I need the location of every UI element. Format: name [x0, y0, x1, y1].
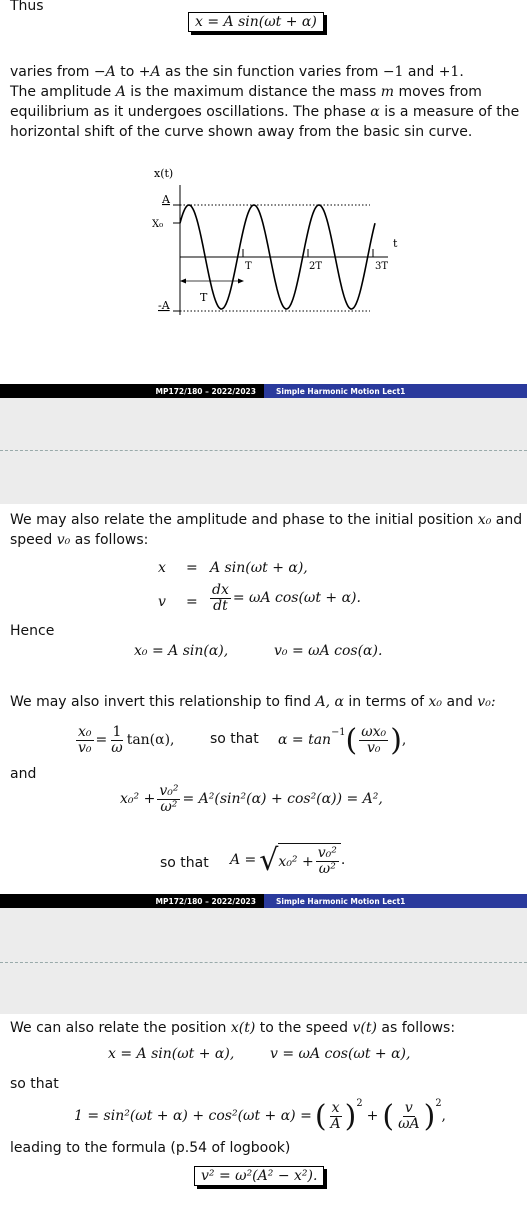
ratio-equation: [74, 720, 175, 760]
math: x(t): [230, 1020, 256, 1036]
para-line-3: [10, 102, 520, 122]
frac-den: ωA: [398, 1115, 420, 1132]
label-negA: -A: [158, 299, 170, 312]
frac-num: v₀²: [159, 782, 179, 799]
paren-close: ): [390, 722, 402, 758]
text: in terms of: [348, 694, 425, 710]
page-break-2: [0, 962, 527, 963]
text: varies from: [10, 64, 90, 80]
final-boxed-equation: v² = ω²(A² − x²).: [194, 1166, 324, 1186]
boxed-equation: x = A sin(ωt + α): [188, 12, 324, 32]
math: x₀: [428, 694, 443, 710]
slide-gap-2: [0, 908, 527, 1014]
leading-text: leading to the formula (p.54 of logbook): [10, 1140, 291, 1156]
frac-den: v₀: [366, 739, 381, 756]
A-eq: A =: [230, 852, 257, 868]
frac-num: ωx₀: [361, 723, 387, 740]
text: moves from: [398, 84, 482, 100]
text: and: [446, 694, 473, 710]
thus-label: Thus: [10, 0, 44, 14]
text: We can also relate the position: [10, 1020, 227, 1036]
paren-close: ): [344, 1098, 357, 1134]
math: v₀:: [477, 694, 496, 710]
math: v₀: [56, 532, 71, 548]
period: .: [340, 852, 346, 868]
label-3T: 3T: [375, 261, 389, 272]
ylabel: x(t): [154, 167, 174, 180]
so-that-1: so that: [210, 731, 259, 747]
identity-equation: 1 = sin²(ωt + α) + cos²(ωt + α) = ( $\frac{x}{A}$ ) $^2$ + ( $\frac{v}{\omega A}$ ) $^2$ ,: [74, 1098, 446, 1134]
text: as follows:: [381, 1020, 456, 1036]
text: and: [495, 512, 523, 528]
sq-lhs: x₀² +: [120, 791, 156, 807]
period-arrow-left-head: [180, 279, 186, 284]
identity-lhs: 1 = sin²(ωt + α) + cos²(ωt + α) =: [74, 1108, 312, 1124]
text: speed: [10, 532, 53, 548]
slide-footer-2: [0, 894, 527, 908]
frac-num: v₀²: [317, 845, 337, 862]
oscillation-figure: [140, 165, 400, 325]
slide-gap-1: [0, 398, 527, 504]
v0-equation: v₀ = ωA cos(α).: [274, 643, 383, 659]
footer-title: Simple Harmonic Motion Lect1: [264, 384, 527, 398]
math: x₀: [477, 512, 492, 528]
frac-num: x: [331, 1099, 340, 1116]
paren-close: ): [423, 1098, 436, 1134]
text: We may also relate the amplitude and phase to the initial position: [10, 512, 474, 528]
math: A: [115, 84, 126, 100]
velocity-equation: v = ωA cos(ωt + α),: [270, 1046, 411, 1062]
eq1-rhs: A sin(ωt + α),: [210, 560, 308, 576]
text: and: [407, 64, 435, 80]
alpha-equation: α = tan $^{-1}$ ( $\frac{\text{ωx₀}}{\text{v₀}}$ ) ,: [278, 722, 407, 758]
math: −1: [382, 64, 404, 80]
frac-den: ω²: [318, 861, 336, 877]
label-A: A: [162, 193, 170, 206]
text: is the maximum distance the mass: [130, 84, 377, 100]
frac-num: v: [404, 1099, 413, 1116]
paren-open: (: [345, 722, 358, 758]
eq2-rhs: [208, 583, 361, 613]
intro-paragraph: [10, 62, 520, 142]
plus: +: [366, 1108, 379, 1124]
sq-rhs: = A²(sin²(α) + cos²(α)) = A²,: [182, 791, 383, 807]
square-sum-equation: [120, 778, 383, 820]
paren-open: (: [382, 1098, 395, 1134]
text: to the speed: [259, 1020, 349, 1036]
math: v(t): [352, 1020, 377, 1036]
paren-open: (: [314, 1098, 327, 1134]
so-that-3: so that: [10, 1076, 59, 1092]
invert-line: [10, 694, 496, 710]
text: The amplitude: [10, 84, 112, 100]
alpha-eq-text: α = tan: [278, 732, 332, 748]
and-label: and: [10, 766, 37, 782]
label-2T: 2T: [309, 261, 323, 272]
tan-alpha: tan(α),: [126, 732, 175, 748]
math: +A: [138, 64, 161, 80]
amplitude-equation: [230, 838, 345, 882]
text: We may also invert this relationship to find: [10, 694, 311, 710]
frac-num: dx: [212, 582, 229, 598]
math: m: [380, 84, 395, 100]
text: to: [120, 64, 135, 80]
eq1-eq: =: [186, 560, 198, 576]
comma: ,: [441, 1108, 446, 1124]
text: equilibrium as it undergoes oscillations. The phase: [10, 104, 366, 120]
eq2-eq: =: [186, 594, 198, 610]
frac-num: 1: [112, 723, 122, 740]
label-T-period: T: [200, 291, 208, 304]
label-x0: X₀: [152, 219, 164, 230]
eq-sign: =: [95, 732, 108, 748]
position-equation: x = A sin(ωt + α),: [108, 1046, 235, 1062]
eq2-rhs-text: = ωA cos(ωt + α).: [232, 590, 361, 607]
math: A, α: [315, 694, 344, 710]
page-break-1: [0, 450, 527, 451]
root-a: x₀² +: [278, 853, 314, 870]
frac-den: dt: [213, 597, 228, 614]
frac-den: v₀: [78, 739, 92, 756]
x0-equation: x₀ = A sin(α),: [134, 643, 229, 659]
math: +1.: [438, 64, 464, 80]
hence-label: Hence: [10, 623, 55, 639]
slide3-intro: [10, 1020, 455, 1036]
para-line-4: horizontal shift of the curve shown away from the basic sin curve.: [10, 124, 473, 140]
frac-den: A: [330, 1115, 341, 1132]
period-arrow-right-head: [238, 279, 244, 284]
frac-num: x₀: [78, 723, 92, 740]
slide2-intro: [10, 510, 522, 550]
so-that-2: so that: [160, 855, 209, 871]
eq1-lhs: x: [158, 560, 166, 576]
footer-title: Simple Harmonic Motion Lect1: [264, 894, 527, 908]
footer-course: MP172/180 – 2022/2023: [0, 384, 264, 398]
text: is a measure of the: [384, 104, 520, 120]
para-line-2: [10, 82, 520, 102]
eq2-lhs: v: [158, 594, 166, 610]
text: as follows:: [74, 532, 149, 548]
frac-den: ω²: [160, 798, 178, 815]
label-T-axis: T: [245, 261, 252, 272]
para-line-1: [10, 62, 520, 82]
slide-footer-1: [0, 384, 527, 398]
sqrt-sign: √: [259, 842, 279, 878]
math: −A: [93, 64, 116, 80]
footer-course: MP172/180 – 2022/2023: [0, 894, 264, 908]
math: α: [370, 104, 380, 120]
radicand: [278, 843, 340, 876]
frac-den: ω: [111, 739, 123, 756]
text: as the sin function varies from: [165, 64, 379, 80]
label-t: t: [393, 237, 398, 250]
